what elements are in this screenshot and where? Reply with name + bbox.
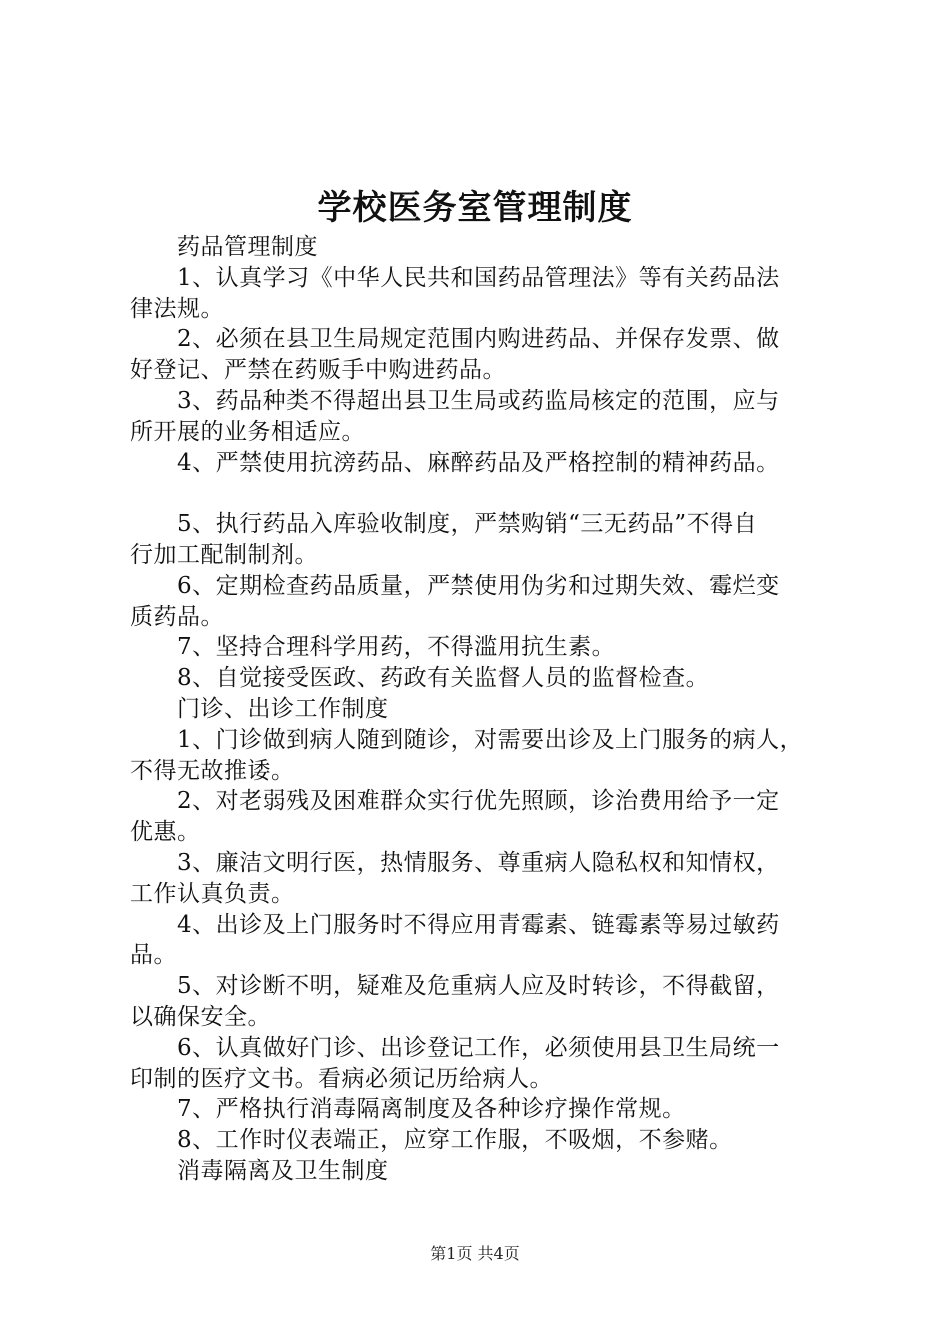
document-title: 学校医务室管理制度 — [317, 188, 633, 228]
paragraph-line: 工作认真负责。 — [130, 880, 295, 907]
paragraph-line: 6、认真做好门诊、出诊登记工作，必须使用县卫生局统一 — [177, 1034, 780, 1061]
paragraph-line: 8、工作时仪表端正，应穿工作服，不吸烟，不参赌。 — [177, 1127, 733, 1154]
paragraph-line: 4、严禁使用抗滂药品、麻醉药品及严格控制的精神药品。 — [177, 449, 780, 476]
paragraph-line: 4、出诊及上门服务时不得应用青霉素、链霉素等易过敏药 — [177, 911, 780, 938]
section-heading: 消毒隔离及卫生制度 — [177, 1157, 389, 1184]
paragraph-line: 7、严格执行消毒隔离制度及各种诊疗操作常规。 — [177, 1096, 686, 1123]
page-number-footer: 第1页 共4页 — [430, 1244, 520, 1263]
paragraph-line: 3、廉洁文明行医，热情服务、尊重病人隐私权和知情权， — [177, 849, 780, 876]
paragraph-line: 优惠。 — [130, 819, 201, 846]
paragraph-line: 7、坚持合理科学用药，不得滥用抗生素。 — [177, 634, 616, 661]
paragraph-line: 好登记、严禁在药贩手中购进药品。 — [130, 357, 506, 384]
paragraph-line: 印制的医疗文书。看病必须记历给病人。 — [130, 1065, 553, 1092]
paragraph-line: 3、药品种类不得超出县卫生局或药监局核定的范围，应与 — [177, 387, 780, 414]
paragraph-line: 2、必须在县卫生局规定范围内购进药品、并保存发票、做 — [177, 326, 780, 353]
paragraph-line: 1、门诊做到病人随到随诊，对需要出诊及上门服务的病人， — [177, 726, 804, 753]
section-heading: 门诊、出诊工作制度 — [177, 695, 389, 722]
paragraph-line: 6、定期检查药品质量，严禁使用伪劣和过期失效、霉烂变 — [177, 572, 780, 599]
document-body — [130, 232, 836, 1187]
blank-line — [130, 478, 836, 509]
paragraph-line: 不得无故推诿。 — [130, 757, 295, 784]
paragraph-line: 5、对诊断不明，疑难及危重病人应及时转诊，不得截留， — [177, 973, 780, 1000]
paragraph-line: 以确保安全。 — [130, 1003, 271, 1030]
paragraph-line: 律法规。 — [130, 295, 224, 322]
paragraph-line: 质药品。 — [130, 603, 224, 630]
paragraph-line: 品。 — [130, 942, 177, 969]
paragraph-line: 所开展的业务相适应。 — [130, 418, 365, 445]
paragraph-line: 1、认真学习《中华人民共和国药品管理法》等有关药品法 — [177, 264, 780, 291]
paragraph-line: 2、对老弱残及困难群众实行优先照顾，诊治费用给予一定 — [177, 788, 780, 815]
paragraph-line: 行加工配制制剂。 — [130, 541, 318, 568]
section-heading: 药品管理制度 — [177, 234, 318, 260]
paragraph-line: 8、自觉接受医政、药政有关监督人员的监督检查。 — [177, 665, 710, 692]
paragraph-line: 5、执行药品入库验收制度，严禁购销“三无药品”不得自 — [177, 511, 758, 538]
